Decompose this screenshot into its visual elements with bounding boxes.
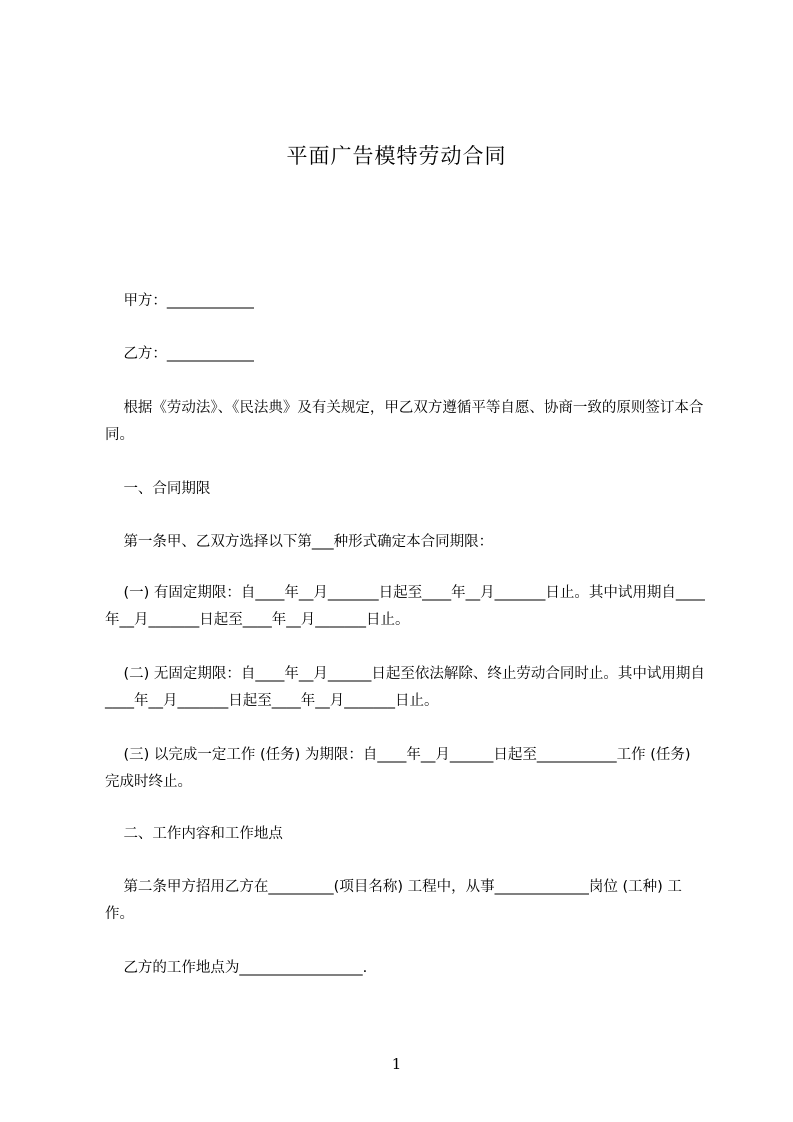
article-one-paragraph: 第一条甲、乙双方选择以下第___种形式确定本合同期限：: [105, 534, 494, 550]
party-a-line: 甲方：____________: [105, 293, 254, 309]
section-heading-contract-term: 一、合同期限: [105, 481, 211, 497]
party-b-line: 乙方：____________: [105, 346, 254, 362]
fixed-term-paragraph: (一) 有固定期限：自____年__月_______日起至____年__月_______日止。其中试用期自____年__月_______日起至____年__月_______日止。: [105, 585, 705, 628]
document-title: 平面广告模特劳动合同: [286, 144, 507, 168]
preamble-paragraph: 根据《劳动法》、《民法典》及有关规定，甲乙双方遵循平等自愿、协商一致的原则签订本合同。: [105, 400, 704, 443]
article-two-paragraph: 第二条甲方招用乙方在_________(项目名称) 工程中，从事_____________岗位 (工种) 工作。: [105, 879, 682, 922]
task-term-paragraph: (三) 以完成一定工作 (任务) 为期限：自____年__月______日起至___________工作 (任务) 完成时终止。: [105, 747, 696, 790]
section-heading-work-content: 二、工作内容和工作地点: [105, 826, 283, 842]
work-location-paragraph: 乙方的工作地点为_________________.: [105, 960, 368, 976]
page-number: 1: [391, 1055, 402, 1073]
open-term-paragraph: (二) 无固定期限：自____年__月______日起至依法解除、终止劳动合同时止。其中试用期自____年__月_______日起至____年__月_______日止。: [105, 666, 705, 709]
